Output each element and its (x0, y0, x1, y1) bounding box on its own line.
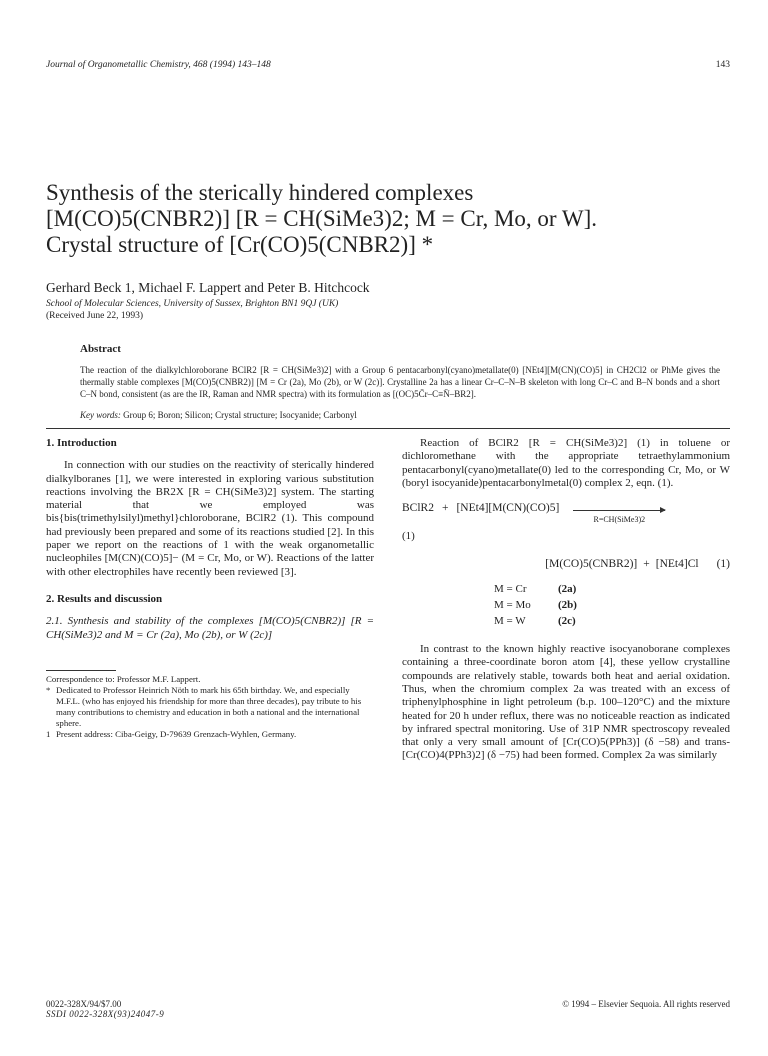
keywords-label: Key words: (80, 410, 121, 420)
abstract (80, 343, 720, 420)
metal-row (494, 581, 730, 597)
section-divider (46, 428, 730, 429)
metal-variants (494, 581, 730, 629)
reaction-equation (402, 502, 730, 629)
dedication-note (46, 685, 374, 729)
introduction-paragraph: In connection with our studies on the reactivity of sterically hindered dialkylboranes [1], we were interested in exploring various substitution reactions involving the BR2X [R = CH(SiMe3)2] system. The starting material that we employed was bis{bis(trimethylsilyl)methyl}chloroborane, BClR2 (1). This compound had previously been prepared and some of its reactions studied [2]. In this paper we report on the reactions of 1 with the weak organometallic nucleophiles [M(CN)(CO)5]− (M = Cr, Mo, or W). Reactions of the latter with other electrophiles have recently been reviewed [3]. (46, 459, 374, 578)
metal-label: M = Cr (494, 583, 527, 596)
equation-number: (1) (716, 557, 730, 570)
dedication-mark: * (46, 684, 51, 695)
introduction-heading: 1. Introduction (46, 437, 117, 449)
running-head (46, 60, 730, 70)
correspondence-note: Correspondence to: Professor M.F. Lappert. (46, 673, 201, 684)
dedication-text: Dedicated to Professor Heinrich Nöth to mark his 65th birthday. We, and especially M.F.L. (who has enjoyed his friendship for more than three decades), pay tribute to his many contributions to chemistry and education in both a national and the international sphere. (56, 684, 362, 728)
right-column (402, 437, 730, 763)
equation-products (402, 558, 730, 571)
plus-sign-2: + (643, 557, 650, 570)
metal-label: M = Mo (494, 599, 531, 612)
reactant-metallate: [NEt4][M(CN)(CO)5] (456, 502, 560, 515)
ssdi: SSDI 0022-328X(93)24047-9 (46, 1009, 165, 1019)
left-column (46, 437, 374, 763)
compound-code: (2a) (558, 583, 577, 596)
affiliation: School of Molecular Sciences, University of Sussex, Brighton BN1 9QJ (UK) (46, 299, 339, 309)
present-address-note (46, 729, 374, 740)
metal-label: M = W (494, 615, 526, 628)
body-columns (46, 437, 730, 763)
compound-label-1: (1) (402, 530, 415, 543)
equation-reactants (402, 502, 730, 526)
title-line-2: [M(CO)5(CNBR2)] [R = CH(SiMe3)2; M = Cr, Mo, or W]. (46, 206, 598, 231)
abstract-text: The reaction of the dialkylchloroborane BClR2 [R = CH(SiMe3)2] with a Group 6 pentacarbonyl(cyano)metallate(0) [NEt4][M(CN)(CO)5] in CH2Cl2 or PhMe gives the thermally stable complexes [M(CO)5(CNBR2)] [M = Cr (2a), Mo (2b), or W (2c)]. Crystalline 2a has a linear Cr–C–N–B skeleton with long Cr–C and B–N bonds and a short C–N bond, consistent (as are the IR, Raman and NMR spectra) with its formulation as [(OC)5C̄r–C≡N̄–BR2]. (80, 365, 720, 399)
product-complex: [M(CO)5(CNBR2)] (545, 557, 638, 570)
title-line-3: Crystal structure of [Cr(CO)5(CNBR2)] * (46, 232, 434, 257)
reactant-borane: BClR2 (402, 502, 434, 515)
journal-citation: Journal of Organometallic Chemistry, 468 (1994) 143–148 (46, 60, 271, 70)
issn: 0022-328X/94/$7.00 (46, 999, 122, 1009)
arrow-icon (573, 510, 665, 511)
reaction-arrow (573, 502, 665, 526)
keywords (80, 410, 720, 420)
copyright: © 1994 – Elsevier Sequoia. All rights reserved (562, 999, 730, 1009)
metal-row (494, 613, 730, 629)
article-title (46, 180, 730, 258)
keywords-list: Group 6; Boron; Silicon; Crystal structure; Isocyanide; Carbonyl (123, 410, 357, 420)
page-footer (46, 999, 730, 1019)
subsection-heading: 2.1. Synthesis and stability of the complexes [M(CO)5(CNBR2)] [R = CH(SiMe3)2 and M = Cr (2a), Mo (2b), or W (2c)] (46, 615, 374, 641)
results-heading: 2. Results and discussion (46, 592, 163, 605)
received-date: (Received June 22, 1993) (46, 311, 144, 321)
reaction-condition: R=CH(SiMe3)2 (593, 515, 646, 525)
metal-row (494, 597, 730, 613)
author-list: Gerhard Beck 1, Michael F. Lappert and Peter B. Hitchcock (46, 280, 370, 295)
present-address-mark: 1 (46, 728, 51, 739)
compound-code: (2b) (558, 599, 577, 612)
compound-code: (2c) (558, 615, 576, 628)
page-number: 143 (715, 60, 730, 70)
title-line-1: Synthesis of the sterically hindered complexes (46, 180, 474, 205)
plus-sign-1: + (441, 502, 449, 515)
abstract-heading: Abstract (80, 343, 121, 355)
footnotes (46, 670, 374, 740)
present-address-text: Present address: Ciba-Geigy, D-79639 Grenzach-Wyhlen, Germany. (56, 728, 297, 739)
product-salt: [NEt4]Cl (655, 557, 699, 570)
reaction-paragraph: Reaction of BClR2 [R = CH(SiMe3)2] (1) in toluene or dichloromethane with the appropriate tetraethylammonium pentacarbonyl(cyano)metallate(0) led to the corresponding Cr, Mo, or W (boryl isocyanide)pentacarbonylmetal(0) complex 2, eqn. (1). (402, 437, 730, 489)
footnote-rule (46, 670, 116, 671)
issn-block (46, 999, 164, 1019)
stability-paragraph: In contrast to the known highly reactive isocyanoborane complexes containing a three-coordinate boron atom [4], these yellow crystalline compounds are relatively stable, towards both heat and aerial oxidation. Thus, when the chromium complex 2a was treated with an excess of triphenylphosphine in light petroleum (b.p. 100–120°C) and the mixture heated for 20 h under reflux, there was no noticeable reaction as indicated by infrared spectral monitoring. Use of 31P NMR spectroscopy revealed that only a very small amount of [Cr(CO)5(PPh3)] (δ −58) and trans-[Cr(CO)4(PPh3)2] (δ −75) had been formed. Complex 2a was similarly (402, 643, 730, 762)
